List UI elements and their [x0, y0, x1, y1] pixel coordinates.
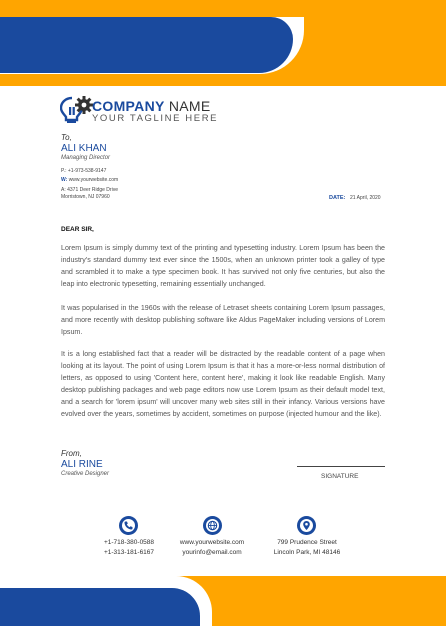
from-label: From,: [61, 449, 82, 458]
recipient-phone: P.: +1-973-538-9147: [61, 168, 107, 174]
signature-line: [297, 466, 385, 467]
footer-website: www.yourwebsite.com: [179, 539, 245, 546]
recipient-web: W: www.yourwebsite.com: [61, 177, 119, 183]
globe-icon: [203, 516, 222, 535]
date-label: DATE:: [329, 195, 346, 201]
header-blue-band: [0, 17, 293, 73]
sender-name: ALI RINE: [61, 459, 103, 470]
location-pin-icon: [297, 516, 316, 535]
phone-icon: [119, 516, 138, 535]
footer-phone-2: +1-313-181-6167: [103, 549, 155, 556]
signature-label: SIGNATURE: [321, 473, 359, 480]
recipient-address-line1: A: 4371 Deer Ridge Drive: [61, 187, 118, 193]
footer-address: [266, 538, 348, 558]
sender-title: Creative Designer: [61, 471, 110, 477]
paragraph-2: It was popularised in the 1960s with the release of Letraset sheets containing Lorem Ipsum passages, and more recently with desktop publishing software like Aldus PageMaker including versions of Lorem Ipsum.: [61, 304, 385, 336]
company-name: COMPANY NAME: [92, 98, 211, 114]
recipient-title: Managing Director: [61, 155, 111, 161]
footer-phones: [99, 538, 159, 558]
recipient-name: ALI KHAN: [61, 143, 107, 154]
salutation: DEAR SIR,: [61, 226, 94, 233]
recipient-address-line2: Morristown, NJ 07960: [61, 194, 110, 200]
lightbulb-gear-logo-icon: [60, 96, 94, 124]
date-value: 21 April, 2020: [350, 195, 381, 201]
footer-blue-band: [0, 588, 200, 626]
paragraph-3: It is a long established fact that a reader will be distracted by the readable content of a page when looking at its layout. The point of using Lorem Ipsum is that it has a more-or-less normal distribution of letters, as opposed to using 'Content here, content here', making it look like readable English. Many desktop publishing packages and web page editors now use Lorem Ipsum as their default model text, and a search for 'lorem ipsum' will uncover many web sites still in their infancy. Various versions have evolved over the years, sometimes by accident, sometimes on purpose (injected humour and the like).: [61, 350, 385, 418]
footer-address-line2: Lincoln Park, MI 48146: [273, 549, 341, 556]
footer-email: yourinfo@email.com: [182, 549, 242, 556]
company-tagline: YOUR TAGLINE HERE: [92, 113, 219, 124]
footer-web: [172, 538, 252, 558]
footer-address-line1: 799 Prudence Street: [277, 539, 337, 546]
footer-phone-1: +1-718-380-0588: [103, 539, 155, 546]
paragraph-1: Lorem Ipsum is simply dummy text of the printing and typesetting industry. Lorem Ipsum has been the industry's standard dummy text ever since the 1500s, when an unknown printer took a galley of type and scrambled it to make a type specimen book. It has survived not only five centuries, but also the leap into electronic typesetting, remaining essentially unchanged.: [61, 244, 385, 288]
to-label: To,: [61, 133, 72, 142]
